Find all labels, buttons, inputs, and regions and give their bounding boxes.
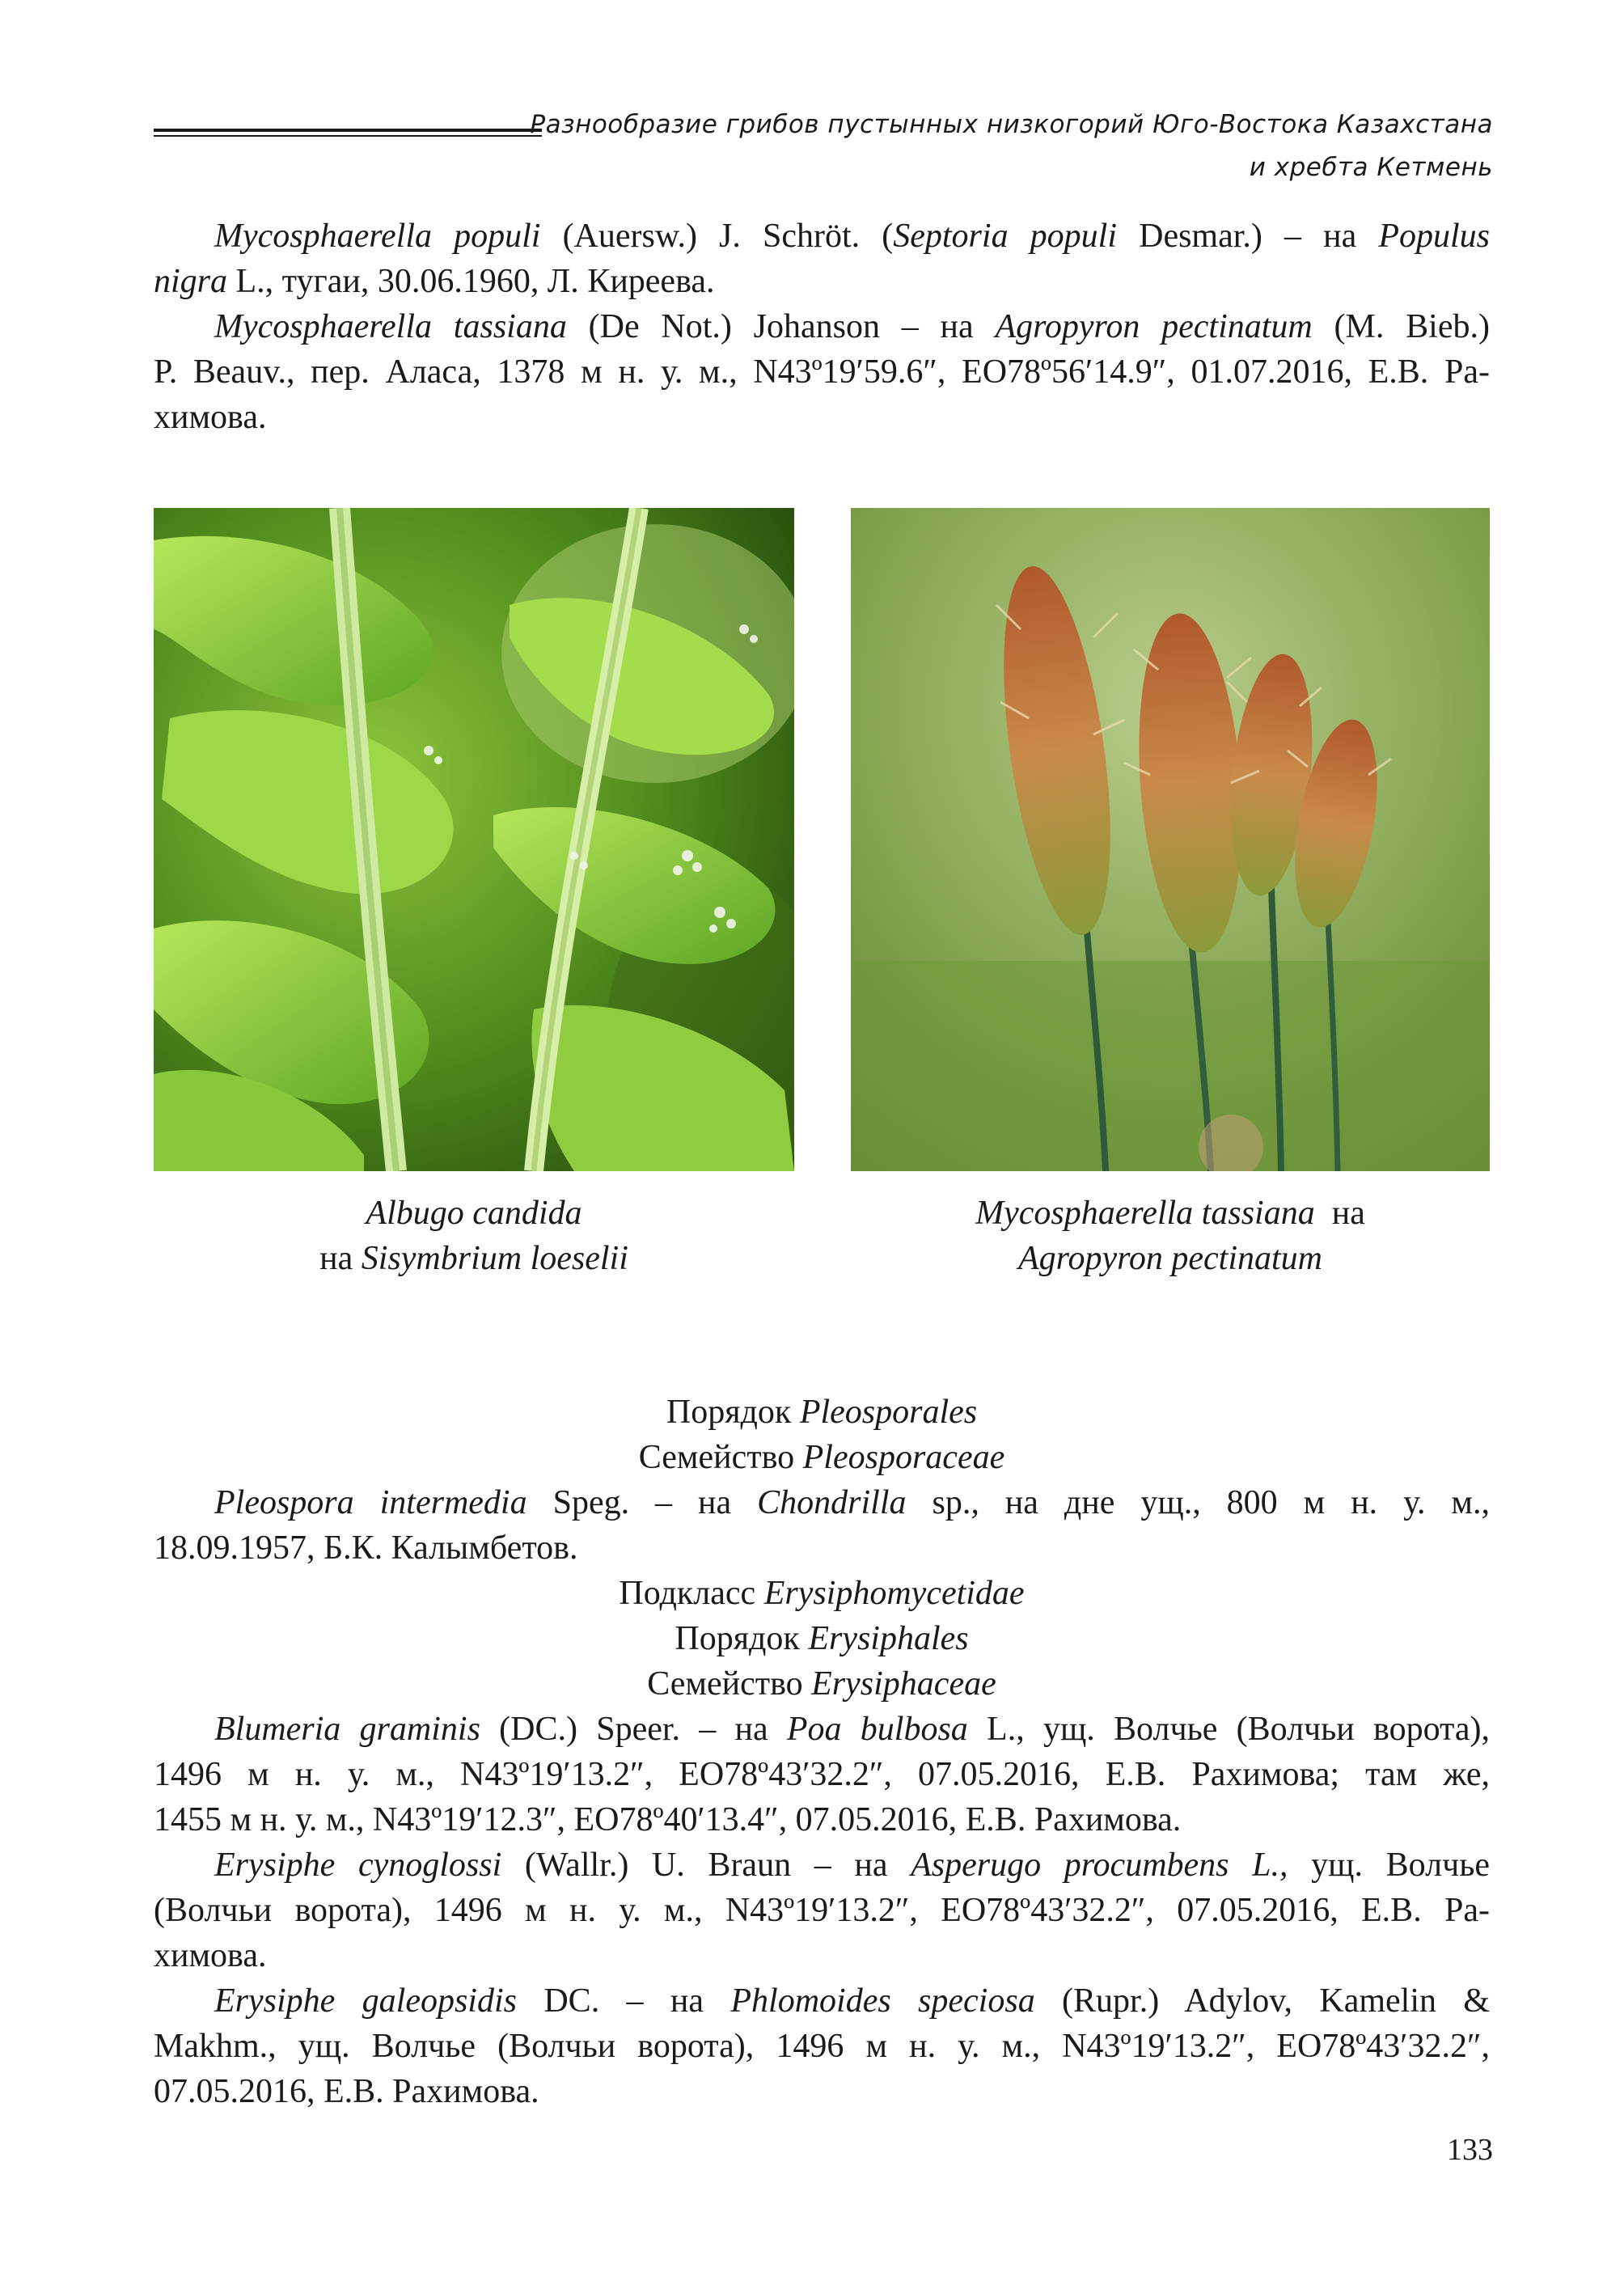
caption-right-line1: Mycosphaerella tassiana на bbox=[975, 1195, 1365, 1232]
photo-albugo-candida bbox=[154, 508, 794, 1171]
p4-line1: Blumeria graminis (DC.) Speer. – на Poa bulbosa L., ущ. Волчье (Волчьи ворота), bbox=[214, 1711, 1491, 1748]
header-rule-thick bbox=[154, 129, 542, 132]
header-rule-thin bbox=[154, 135, 542, 137]
p5-line1: Erysiphe cynoglossi (Wallr.) U. Braun – на Asperugo procumbens L., ущ. Волчье bbox=[214, 1847, 1491, 1884]
p2-line1: Mycosphaerella tassiana (De Not.) Johanson – на Agropyron pectinatum (M. Bieb.) bbox=[214, 308, 1490, 345]
species-name: Erysiphe cynoglossi bbox=[214, 1847, 502, 1884]
species-name: Mycosphaerella populi bbox=[214, 218, 541, 255]
p6-line1: Erysiphe galeopsidis DC. – на Phlomoides speciosa (Rupr.) Adylov, Kamelin & bbox=[214, 1982, 1491, 2020]
order-heading: Порядок Erysiphales bbox=[675, 1620, 969, 1657]
species-name: Pleospora intermedia bbox=[214, 1484, 527, 1521]
p5-line3: химова. bbox=[154, 1937, 267, 1974]
host-name: Phlomoides speciosa bbox=[730, 1982, 1035, 2020]
running-header-line1: Разнообразие грибов пустынных низкогорий Юго-Востока Казахстана bbox=[530, 110, 1493, 139]
p5-line2: (Волчьи ворота), 1496 м н. у. м., N43º19′13.2″, EO78º43′32.2″, 07.05.2016, Е.В. Ра- bbox=[154, 1892, 1490, 1929]
host-name: Chondrilla bbox=[757, 1484, 907, 1521]
caption-left-line2: на Sisymbrium loeselii bbox=[319, 1240, 628, 1277]
host-name: Poa bulbosa bbox=[786, 1711, 968, 1748]
p3-line2: 18.09.1957, Б.К. Калымбетов. bbox=[154, 1529, 578, 1567]
photo-mycosphaerella-tassiana bbox=[851, 508, 1490, 1171]
page-number: 133 bbox=[1447, 2133, 1493, 2167]
photo-grass-spikes-illustration bbox=[851, 508, 1490, 1171]
p4-line2: 1496 м н. у. м., N43º19′13.2″, EO78º43′32.2″, 07.05.2016, Е.В. Рахимова; там же, bbox=[154, 1756, 1490, 1793]
species-name: Erysiphe galeopsidis bbox=[214, 1982, 517, 2020]
p1-line2: nigra L., тугаи, 30.06.1960, Л. Киреева. bbox=[154, 263, 715, 300]
p2-line3: химова. bbox=[154, 399, 267, 436]
p6-line3: 07.05.2016, Е.В. Рахимова. bbox=[154, 2073, 539, 2110]
host-name: Agropyron pectinatum bbox=[995, 308, 1313, 345]
p6-line2: Makhm., ущ. Волчье (Волчьи ворота), 1496 м н. у. м., N43º19′13.2″, EO78º43′32.2″, bbox=[154, 2028, 1490, 2065]
p1-line1: Mycosphaerella populi (Auersw.) J. Schröt. (Septoria populi Desmar.) – на Populus bbox=[214, 218, 1490, 255]
family-heading: Семейство Pleosporaceae bbox=[638, 1439, 1005, 1476]
species-name: Septoria populi bbox=[893, 218, 1118, 255]
caption-right-line2: Agropyron pectinatum bbox=[1018, 1240, 1322, 1277]
host-name: nigra bbox=[154, 263, 228, 300]
family-heading: Семейство Erysiphaceae bbox=[647, 1665, 996, 1703]
host-name: Populus bbox=[1378, 218, 1490, 255]
photo-leaves-illustration bbox=[154, 508, 794, 1171]
subclass-heading: Подкласс Erysiphomycetidae bbox=[619, 1575, 1025, 1612]
species-name: Mycosphaerella tassiana bbox=[214, 308, 567, 345]
running-header-line2: и хребта Кетмень bbox=[1249, 153, 1493, 182]
order-heading: Порядок Pleosporales bbox=[666, 1394, 978, 1431]
p4-line3: 1455 м н. у. м., N43º19′12.3″, EO78º40′13.4″, 07.05.2016, Е.В. Рахимова. bbox=[154, 1801, 1182, 1838]
p2-line2: P. Beauv., пер. Аласа, 1378 м н. у. м., N43º19′59.6″, EO78º56′14.9″, 01.07.2016, Е.В. Ра- bbox=[154, 353, 1490, 391]
caption-left-line1: Albugo candida bbox=[366, 1195, 582, 1232]
species-name: Blumeria graminis bbox=[214, 1711, 480, 1748]
host-name: Asperugo procumbens L., bbox=[911, 1847, 1288, 1884]
p3-line1: Pleospora intermedia Speg. – на Chondrilla sp., на дне ущ., 800 м н. у. м., bbox=[214, 1484, 1490, 1521]
